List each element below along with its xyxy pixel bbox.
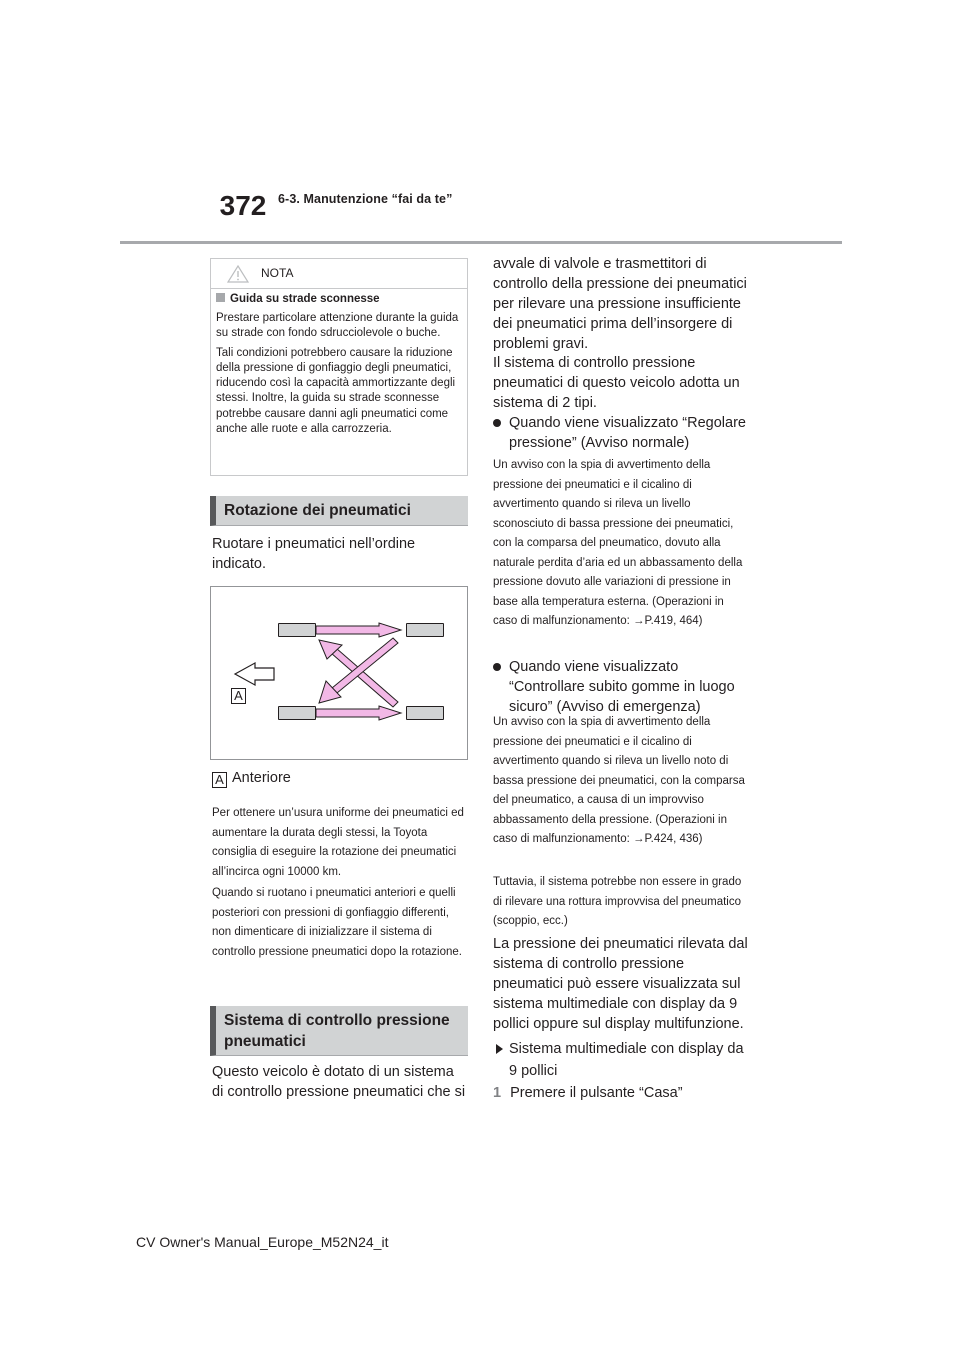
rotation-arrows: [211, 587, 467, 759]
rotation-intro: Ruotare i pneumatici nell’ordine indicato.: [212, 536, 416, 572]
warning-triangle-icon: [227, 265, 249, 283]
tpms-display: La pressione dei pneumatici rilevata dal sistema di controllo pressione pneumatici può essere visualizzata sul sistema multimediale con display da 9 pollici oppure sul display multifunzione.: [493, 936, 748, 1032]
triangle-right-icon: [496, 1044, 503, 1054]
nota-subtitle-text: Guida su strade sconnesse: [230, 293, 380, 305]
figure-label-a: A: [231, 688, 246, 704]
bullet-description: Un avviso con la spia di avvertimento della pressione dei pneumatici e il cicalino di avvertimento quando si rileva un livello sconosciuto di bassa pressione dei pneumatici, con la comparsa del pneumatico, dovuto alla naturale perdita d’aria ed un abbassamento della pressione dovuto alle variazioni di pressione in base alla temperatura esterna. (Operazioni in caso di malfunzionamento: →P.419, 464): [493, 459, 743, 627]
bullet-normal-warning: [493, 413, 751, 453]
header-divider: [120, 241, 842, 244]
subheading-text: Sistema multimediale con display da 9 pollici: [509, 1041, 744, 1079]
section-title: 6-3. Manutenzione “fai da te”: [278, 192, 453, 206]
tpms-types: Il sistema di controllo pressione pneumatici di questo veicolo adotta un sistema di 2 tipi.: [493, 355, 740, 411]
subheading-multimedia: [493, 1038, 751, 1082]
rotation-paragraph: Per ottenere un’usura uniforme dei pneumatici ed aumentare la durata degli stessi, la Toyota consiglia di eseguire la rotazione dei pneumatici all’incirca ogni 10000 km.: [212, 807, 464, 878]
page-number: 372: [219, 190, 267, 221]
nota-paragraph: Tali condizioni potrebbero causare la riduzione della pressione di gonfiaggio degli pneumatici, riducendo così la capacità ammortizzante degli stessi. Inoltre, la guida su strade sconnesse potrebbe causare danni agli pneumatici come anche alle ruote e alla carrozzeria.: [216, 346, 456, 436]
rotation-paragraph: Quando si ruotano i pneumatici anteriori e quelli posteriori con pressioni di gonfiaggio differenti, non dimenticare di inizializzare il sistema di controllo pressione pneumatici dopo la rotazione.: [212, 887, 462, 958]
nota-title: NOTA: [261, 266, 294, 280]
tire-rear-right: [406, 706, 444, 720]
legend-text: Anteriore: [232, 770, 291, 786]
section-heading-tpms: Sistema di controllo pressione pneumatici: [210, 1006, 468, 1056]
tpms-intro-right: avvale di valvole e trasmettitori di controllo della pressione dei pneumatici per rilevare una pressione insufficiente dei pneumatici prima dell’insorgere di problemi gravi.: [493, 256, 747, 352]
step-number: 1: [493, 1085, 502, 1101]
square-bullet-icon: [216, 293, 225, 302]
bullet-dot-icon: [493, 663, 501, 671]
nota-paragraph: Prestare particolare attenzione durante la guida su strade con fondo sdrucciolevole o buche.: [216, 312, 459, 340]
nota-header: [211, 259, 467, 289]
legend-front: [212, 770, 291, 788]
nota-subtitle: [216, 293, 380, 305]
tire-front-left: [278, 623, 316, 637]
arrow-rear-left-to-rear-right: [316, 706, 401, 720]
step-text: Premere il pulsante “Casa”: [510, 1085, 683, 1101]
tpms-caveat: Tuttavia, il sistema potrebbe non essere in grado di rilevare una rottura improvvisa del pneumatico (scoppio, ecc.): [493, 876, 742, 927]
tpms-intro-left: Questo veicolo è dotato di un sistema di controllo pressione pneumatici che si: [212, 1064, 466, 1100]
tire-rotation-figure: [210, 586, 468, 760]
footer-manual-id: CV Owner's Manual_Europe_M52N24_it: [136, 1234, 389, 1250]
bullet-emergency-warning: [493, 657, 751, 717]
bullet-description: Un avviso con la spia di avvertimento della pressione dei pneumatici e il cicalino di avvertimento quando si rileva un livello noto di bassa pressione dei pneumatici, con la comparsa del pneumatico, a causa di un improvviso abbassamento della pressione. (Operazioni in caso di malfunzionamento: →P.424, 436): [493, 716, 745, 845]
nota-box: [210, 258, 468, 476]
section-heading-rotation: Rotazione dei pneumatici: [210, 496, 468, 526]
tire-front-right: [406, 623, 444, 637]
legend-label-a: A: [212, 772, 227, 788]
nota-body: [216, 311, 464, 441]
arrow-front-left-to-front-right: [316, 623, 401, 637]
bullet-dot-icon: [493, 419, 501, 427]
bullet-text: Quando viene visualizzato “Controllare subito gomme in luogo sicuro” (Avviso di emergenza): [509, 659, 735, 715]
front-direction-arrow: [235, 663, 274, 685]
bullet-text: Quando viene visualizzato “Regolare pressione” (Avviso normale): [509, 415, 746, 451]
step-1: [493, 1083, 751, 1103]
tire-rear-left: [278, 706, 316, 720]
